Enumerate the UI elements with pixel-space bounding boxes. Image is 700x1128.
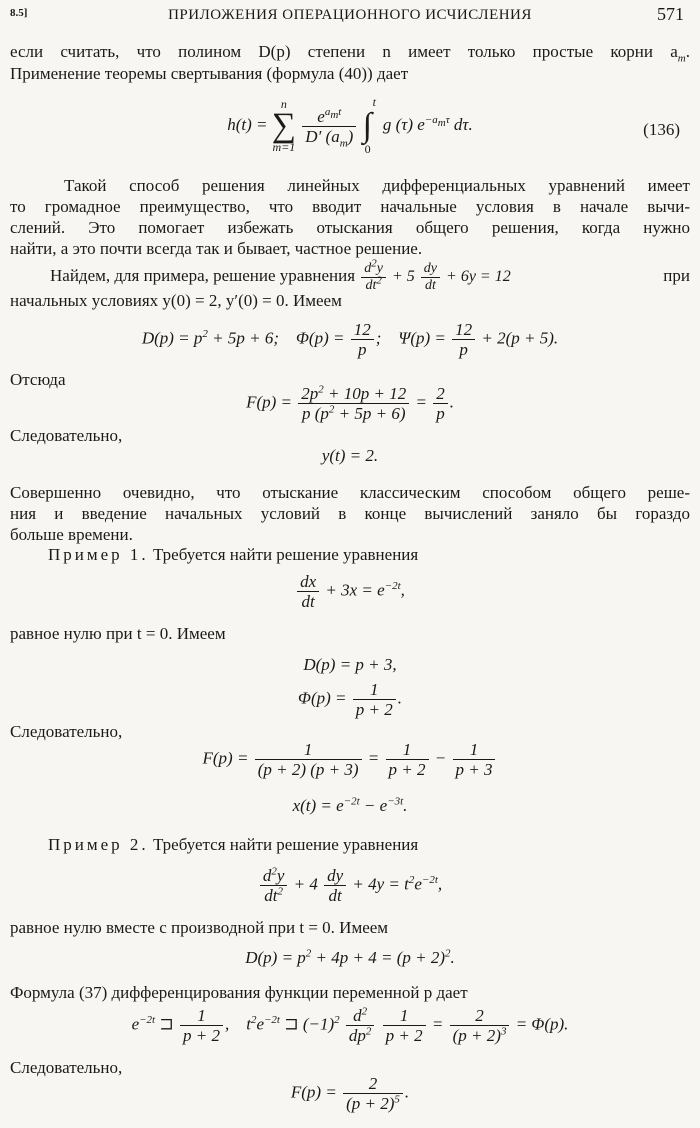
integral-symbol: t ∫ 0 [362,95,376,156]
text-line: Следовательно, [10,426,123,445]
example-1-heading: Пример 1. Требуется найти решение уравнения [48,545,419,564]
page-number: 571 [657,4,684,24]
text-line: Такой способ решения линейных дифференциальных уравнений имеет [64,176,690,195]
equation-ex1-phi: Φ(p) = $\frac{1}{p + 2}$ . [298,680,402,719]
equation-ex2-ode: $\frac{d^2y}{dt^2}$ + 4 $\frac{dy}{dt}$ + $4y = t^2e^{-2t}$, [10,866,690,905]
equation-F1: F(p) = $\frac{2p^2 + 10p + 12}{p (p^2 + 5p + 6)}$ = $\frac{2}{p}$ . [246,383,454,423]
text-line: равное нулю вместе с производной при t = 0. Имеем [10,918,389,937]
equation-136: h(t) = n ∑ m=1 $\frac{e^{a_mt}}{D' (a_m)}$ t ∫ 0 g (τ) $e^{-a_m\tau}$ dτ. (136) [227,95,680,156]
text-line: Следовательно, [10,1058,123,1077]
text-line: Найдем, для примера, решение уравнения $\frac{d^2y}{dt^2}$ + 5 $\frac{dy}{dt}$ + 6y = 12 при [50,257,690,293]
equation-ex1-x: $x(t) = e^{-2t} - e^{-3t}$. [292,795,408,815]
page-header [10,6,690,28]
section-number: 8.5] [10,7,28,19]
text-line: Применение теоремы свертывания (формула (40)) дает [10,64,409,83]
text-line: Следовательно, [10,722,123,741]
equation-y-result: y(t) = 2. [321,446,379,465]
running-title: ПРИЛОЖЕНИЯ ОПЕРАЦИОННОГО ИСЧИСЛЕНИЯ [168,7,532,23]
equation-d-phi-psi: $D(p) = p^2 + 5p + 6$; Φ(p) = $\frac{12}{p}$ ; Ψ(p) = $\frac{12}{p}$ + 2(p + 5). [141,320,559,359]
equation-ex1-D: D(p) = p + 3, [303,655,397,674]
text-line: если считать, что полином D(p) степени n имеет только простые корни $a_m$. [10,42,690,65]
text-line: Отсюда [10,370,66,389]
equation-ex1-ode: $\frac{dx}{dt}$ + $3x = e^{-2t}$, [10,572,690,611]
equation-ex1-F: F(p) = $\frac{1}{(p + 2) (p + 3)}$ = $\frac{1}{p + 2}$ − $\frac{1}{p + 3}$ [10,740,690,779]
equation-number: (136) [643,120,680,139]
equation-ex2-D: $D(p) = p^2 + 4p + 4 = (p + 2)^2$. [245,947,455,967]
text-line: то громадное преимущество, что вводит начальные условия в начале вычи- [10,197,690,216]
text-line: Формула (37) дифференцирования функции переменной p дает [10,983,468,1002]
example-2-heading: Пример 2. Требуется найти решение уравнения [48,835,419,854]
sum-symbol: n ∑ m=1 [271,97,297,154]
text-line: больше времени. [10,525,133,544]
text-line: ния и введение начальных условий в конце вычислений заняло бы гораздо [10,504,690,523]
text-line: слений. Это помогает избежать отыскания общего решения, когда нужно [10,218,690,237]
text-line: начальных условиях y(0) = 2, y′(0) = 0. Имеем [10,291,342,310]
equation-ex2-F: F(p) = $\frac{2}{(p + 2)^5}$ . [290,1074,410,1113]
equation-ex2-correspondence: $e^{-2t}$ ⊐ $\frac{1}{p + 2}$ , $t^2e^{-2t}$ ⊐ $(-1)^2$ $\frac{d^2}{dp^2}$ $\frac{1}{p + 2}$ = $\frac{2}{(p + 2)^3}$ = Φ(p). [131,1005,569,1045]
text-line: найти, а это почти всегда так и бывает, частное решение. [10,239,423,258]
text-line: равное нулю при t = 0. Имеем [10,624,226,643]
text-line: Совершенно очевидно, что отыскание классическим способом общего реше- [10,483,690,502]
